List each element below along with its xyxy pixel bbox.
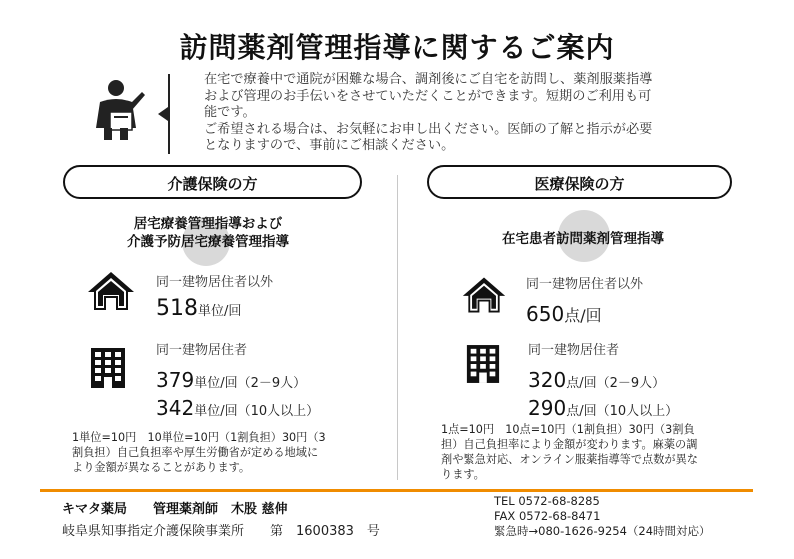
iryo-same-price-2	[528, 396, 678, 420]
iryo-header: 医療保険の方	[427, 165, 732, 199]
kaigo-subtitle	[92, 215, 324, 251]
iryo-other-label: 同一建物居住者以外	[526, 277, 644, 292]
emergency-number: 緊急時→080-1626-9254（24時間対応）	[494, 524, 711, 538]
iryo-same-value-1: 320	[528, 368, 567, 392]
fax-number: FAX 0572-68-8471	[494, 509, 601, 523]
column-divider	[397, 175, 398, 480]
iryo-other-value: 650	[526, 302, 565, 326]
iryo-note-line: 担）自己負担率により金額が変わります。麻薬の調	[441, 438, 698, 451]
iryo-same-unit-2: 点/回（10人以上）	[566, 404, 679, 419]
kaigo-note-line: 割負担）自己負担率や厚生労働省が定める地域に	[72, 446, 319, 459]
kaigo-same-price-1	[156, 368, 306, 392]
pharmacy-name: キマタ薬局 管理薬剤師 木股 慈伸	[62, 502, 288, 517]
iryo-note-line: 剤や緊急対応、オンライン服薬指導等で点数が異な	[441, 453, 698, 466]
kaigo-same-value-1: 379	[156, 368, 195, 392]
intro-bar-notch	[158, 107, 168, 121]
iryo-subtitle: 在宅患者訪問薬剤管理指導	[502, 231, 664, 247]
license-number: 岐阜県知事指定介護保険事業所 第 1600383 号	[62, 524, 380, 539]
iryo-note-line: ります。	[441, 468, 485, 481]
iryo-same-value-2: 290	[528, 396, 567, 420]
kaigo-same-price-2	[156, 396, 319, 420]
kaigo-note-line: 1単位=10円 10単位=10円（1割負担）30円（3	[72, 431, 326, 444]
intro-bar	[168, 74, 170, 154]
iryo-same-label: 同一建物居住者	[528, 343, 620, 358]
iryo-other-price	[526, 302, 602, 326]
kaigo-note-line: より金額が異なることがあります。	[72, 461, 251, 474]
kaigo-subtitle-line2: 介護予防居宅療養管理指導	[127, 234, 289, 250]
tel-number: TEL 0572-68-8285	[494, 494, 600, 508]
iryo-other-unit: 点/回	[564, 306, 602, 325]
house-icon	[461, 275, 507, 315]
kaigo-subtitle-line1: 居宅療養管理指導および	[133, 216, 283, 232]
iryo-same-price-1	[528, 368, 665, 392]
footer-rule	[40, 489, 753, 492]
kaigo-other-label: 同一建物居住者以外	[156, 275, 274, 290]
kaigo-other-price	[156, 296, 241, 321]
intro-line: および管理のお手伝いをさせていただくことができます。短期のご利用も可	[204, 88, 652, 104]
intro-line: 在宅で療養中で通院が困難な場合、調剤後にご自宅を訪問し、薬剤服薬指導	[204, 72, 653, 87]
iryo-note-line: 1点=10円 10点=10円（1割負担）30円（3割負	[441, 423, 695, 436]
kaigo-same-value-2: 342	[156, 396, 195, 420]
contact-info	[494, 494, 711, 539]
kaigo-note	[72, 430, 372, 475]
iryo-same-unit-1: 点/回（2－9人）	[566, 376, 666, 391]
intro-line: ご希望される場合は、お気軽にお申し出ください。医師の了解と指示が必要	[204, 121, 653, 137]
iryo-note	[441, 422, 751, 482]
page-title: 訪問薬剤管理指導に関するご案内	[179, 31, 615, 64]
kaigo-header: 介護保険の方	[63, 165, 362, 199]
intro-text	[204, 72, 764, 155]
kaigo-other-unit: 単位/回	[198, 304, 242, 319]
speaker-icon	[92, 78, 156, 142]
kaigo-same-unit-1: 単位/回（2－9人）	[194, 376, 307, 391]
kaigo-same-unit-2: 単位/回（10人以上）	[194, 404, 320, 419]
house-icon	[86, 270, 136, 312]
building-icon	[89, 346, 127, 390]
intro-line: となりますので、事前にご相談ください。	[204, 138, 455, 154]
kaigo-same-label: 同一建物居住者	[156, 343, 248, 358]
building-icon	[465, 343, 501, 385]
intro-line: 能です。	[204, 105, 256, 121]
kaigo-other-value: 518	[156, 296, 198, 321]
